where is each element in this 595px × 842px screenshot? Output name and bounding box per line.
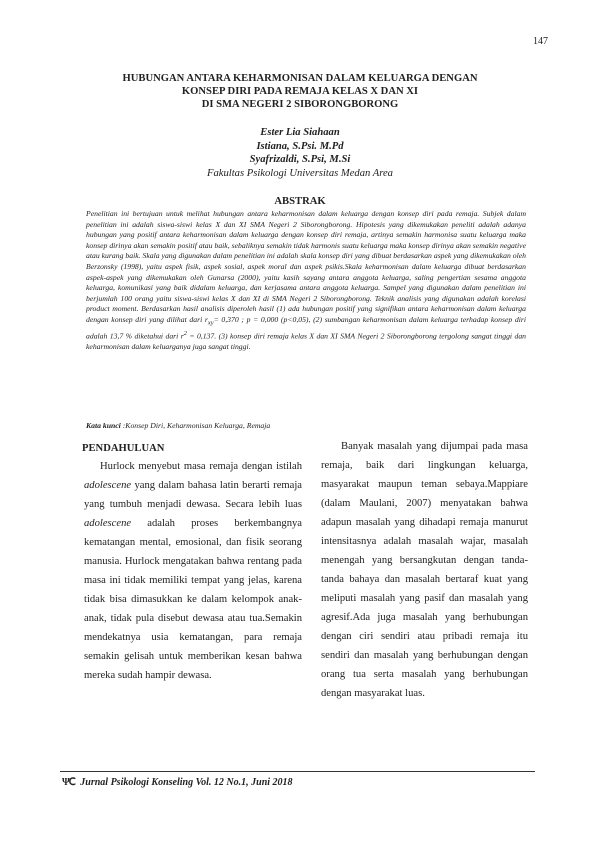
abstract-heading: ABSTRAK — [274, 196, 326, 207]
left-paragraph — [84, 457, 302, 685]
abstract-body-2: = 0,370 ; p = 0,000 (p<0,05), (2) sumbangan keharmonisan dalam keluarga terhadap konsep diri adalah 13,7 % diketahui dari r — [86, 314, 526, 341]
title-line-2: KONSEP DIRI PADA REMAJA KELAS X DAN XI — [181, 86, 419, 97]
right-column — [321, 437, 528, 703]
author-2: Istiana, S.Psi. M.Pd — [256, 140, 344, 152]
author-1: Ester Lia Siahaan — [260, 127, 340, 138]
abstract-superscript: 2 — [183, 330, 187, 338]
author-3: Syafrizaldi, S.Psi, M.Si — [249, 154, 351, 166]
title-line-1: HUBUNGAN ANTARA KEHARMONISAN DALAM KELUARGA DENGAN — [122, 73, 478, 84]
affiliation: Fakultas Psikologi Universitas Medan Area — [207, 167, 393, 179]
abstract-body-3: = 0,137. (3) konsep diri remaja kelas X dan XI SMA Negeri 2 Siborongborong tergolong sangat tinggi dan keharmonisan dalam keluarganya juga sangat tinggi. — [86, 331, 527, 352]
left-para-part-2: yang dalam bahasa latin berarti remaja yang tumbuh menjadi dewasa. Secara lebih luas — [84, 480, 302, 510]
section-heading: PENDAHULUAN — [82, 443, 165, 454]
journal-logo: ΨⅭ — [62, 777, 75, 788]
keywords-text: :Konsep Diri, Keharmonisan Keluarga, Remaja — [120, 421, 271, 430]
abstract-body: Penelitian ini bertujuan untuk melihat hubungan antara keharmonisan dalam keluarga dengan konsep diri pada remaja. Subjek dalam penelitian ini adalah siswa-siswi kelas X dan XI SMA Negeri 2 Siborongborong. Hipotesis yang dikemukakan peneliti adalah adanya hubungan yang positif antara keharmonisan dalam keluarga dengan konsep diri remaja, artinya semakin harmonisa suatu keluarga maka konsep dirinya akan semakin positif atau baik, sebaliknya semakin tidak harmonis suatu keluarga maka konsep dirinya akan semakin negative atau kurang baik. Skala yang digunakan dalam penelitian ini adalah skala konsep diri yang dibuat berdasarkan aspek yang dikemukakan oleh Berzonsky (1998), yaitu aspek fisik, aspek sosial, aspek moral dan aspek psikis.Skala keharmonisan dalam keluarga dibuat berdasarkan aspek-aspek yang dikemukakan oleh Gunarsa (2000), yaitu kasih sayang antara anggota keluarga, saling pengertian sesama anggota keluarga, komunikasi yang baik didalam keluarga, dan kerjasama antara anggota keluarga. Sampel yang digunakan dalam penelitian ini berjumlah 100 orang yaitu siswa-siswi kelas X dan XI di SMA Negeri 2 Siborongborong. Teknik analisis yang digunakan adalah korelasi product moment. Berdasarkan hasil analisis diperoleh hasil (1) ada hubungan positif yang signifikan antara keharmonisan dalam keluarga dengan konsep diri yang dilihat dari r — [86, 209, 526, 324]
abstract-text — [86, 209, 526, 353]
page-number: 147 — [533, 36, 548, 47]
left-para-term-2: adolescene — [84, 518, 132, 529]
footer — [62, 777, 293, 788]
title-line-3: DI SMA NEGERI 2 SIBORONGBORONG — [201, 99, 399, 110]
left-column — [84, 442, 302, 685]
left-para-part-3: adalah proses berkembangnya kematangan mental, emosional, dan fisik seorang manusia. Hurlock mengatakan bahwa rentang pada masa ini tidak memiliki tempat yang jelas, karena tidak bisa dimasukkan ke dalam kelompok anak-anak, tidak pula disebut dewasa atau tua.Semakin mendekatnya usia kematangan, para remaja semakin gelisah untuk memberikan kesan bahwa mereka sudah hampir dewasa. — [84, 518, 302, 681]
paper-title — [60, 72, 540, 111]
left-para-part-1: Hurlock menyebut masa remaja dengan istilah — [100, 461, 302, 472]
keywords — [86, 421, 270, 430]
abstract-subscript: xy — [207, 319, 214, 327]
keywords-label: Kata kunci — [86, 421, 121, 430]
left-para-term-1: adolescene — [84, 480, 132, 491]
author-block — [60, 126, 540, 180]
footer-divider — [60, 771, 535, 772]
journal-citation: Jurnal Psikologi Konseling Vol. 12 No.1, Juni 2018 — [80, 777, 293, 788]
right-paragraph: Banyak masalah yang dijumpai pada masa remaja, baik dari lingkungan keluarga, masyarakat maupun teman sebaya.Mappiare (dalam Maulani, 2007) menyatakan bahwa adapun masalah yang dihadapi remaja manurut intensitasnya adalah masalah wajar, masalah menengah yang bersangkutan dengan tanda-tanda bahaya dan masalah bertaraf kuat yang meliputi masalah yang pasif dan masalah yang agresif.Ada juga masalah yang berhubungan dengan ciri sendiri atau pribadi remaja itu sendiri dan masalah yang berhubungan dengan orang tua serta masalah yang berhubungan dengan masyarakat luas. — [321, 441, 528, 699]
